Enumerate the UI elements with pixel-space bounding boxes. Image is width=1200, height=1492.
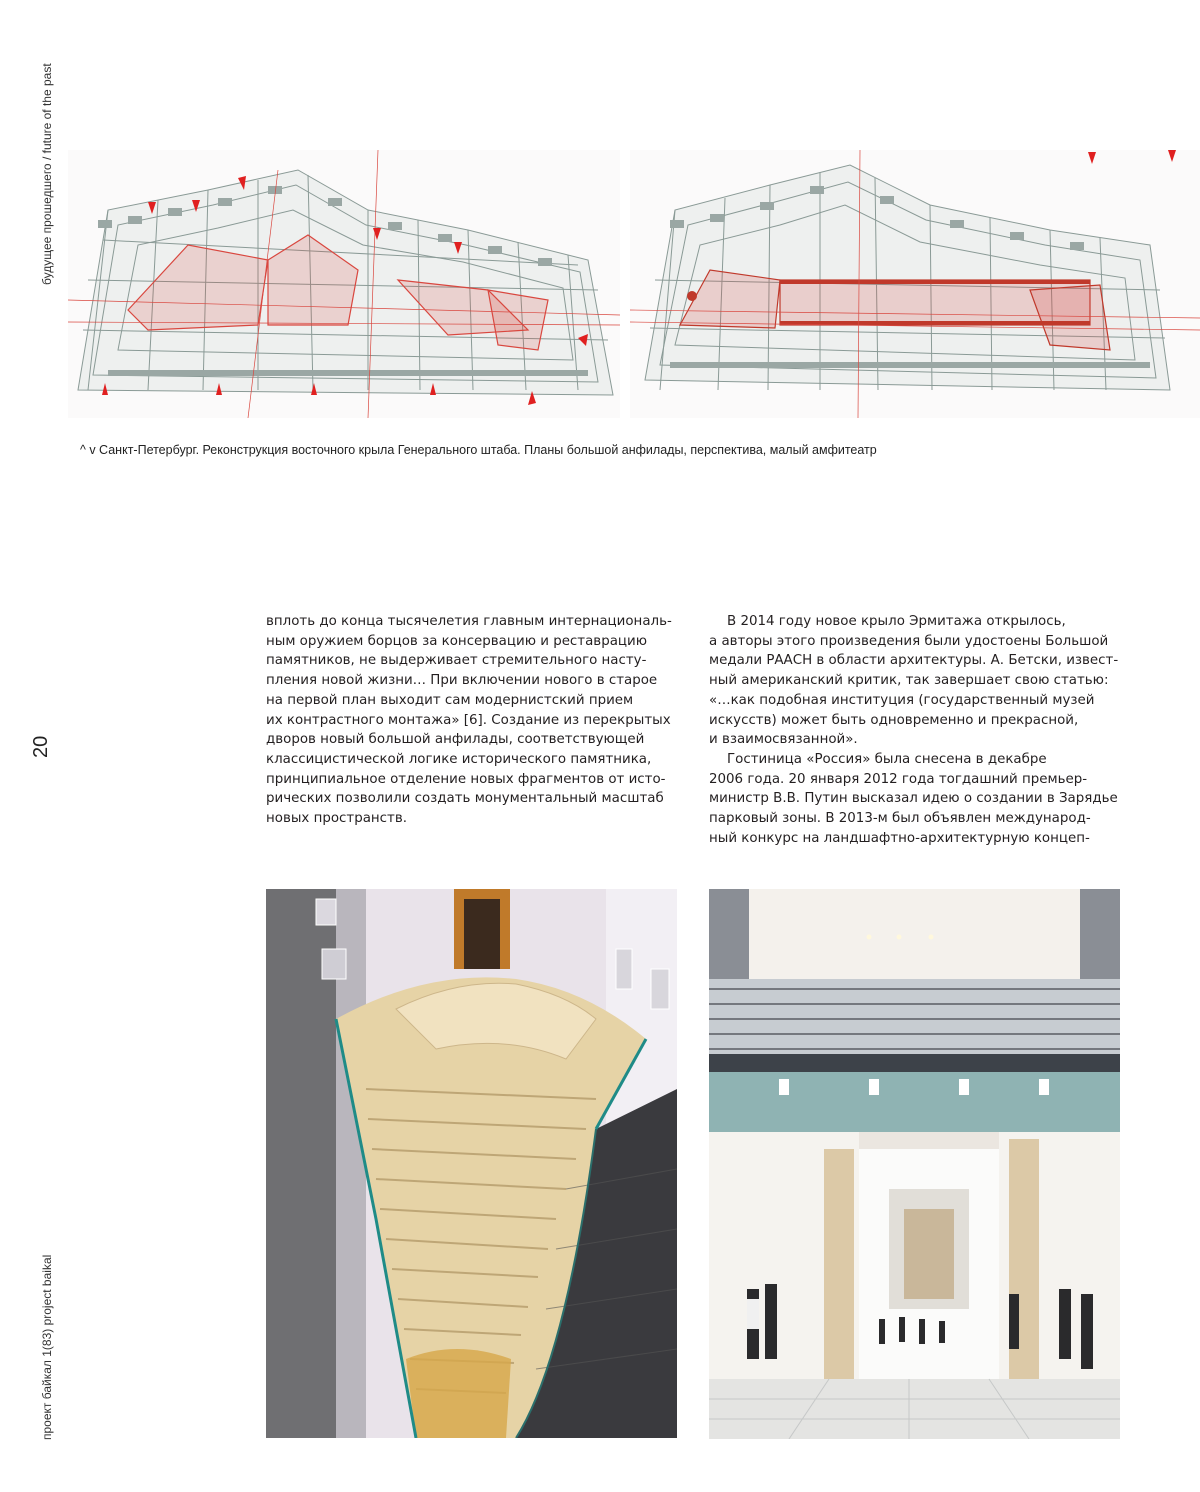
page-number: 20 [30,735,52,758]
text-line: медали РААСН в области архитектуры. А. Бетски, извест- [709,653,1119,669]
text-line: памятников, не выдерживает стремительного насту- [266,653,647,669]
text-line: «…как подобная институция (государственный музей [709,692,1095,708]
text-line: вплоть до конца тысячелетия главным интернациональ- [266,614,672,629]
photo-amphitheatre [266,889,677,1438]
text-line: их контрастного монтажа» [6]. Создание из перекрытых [266,712,671,728]
text-column-right [709,612,1149,848]
floor-plan-left [68,150,620,418]
text-column-left [266,612,706,829]
paragraph-right-1 [709,612,1149,750]
text-line: искусств) может быть одновременно и прекрасной, [709,712,1079,728]
text-line: и взаимосвязанной». [709,732,858,748]
text-line: а авторы этого произведения были удостоены Большой [709,633,1109,649]
text-line: новых пространств. [266,811,407,827]
text-line: на первой план выходит сам модернистский прием [266,692,634,708]
paragraph-left [266,612,706,829]
text-line: ный американский критик, так завершает свою статью: [709,673,1109,689]
photo-atrium-hall [709,889,1120,1439]
text-line: 2006 года. 20 января 2012 года тогдашний премьер- [709,771,1088,787]
paragraph-right-2 [709,750,1149,849]
text-line: дворов новый большой анфилады, соответствующей [266,732,645,748]
text-line: пления новой жизни… При включении нового в старое [266,673,658,689]
text-line: классицистической логике исторического памятника, [266,751,652,767]
floor-plan-right [630,150,1200,418]
text-line: В 2014 году новое крыло Эрмитажа открылось, [727,614,1066,629]
magazine-issue: проект байкал 1(83) project baikal [40,1254,54,1440]
text-line: ный конкурс на ландшафтно-архитектурную концеп- [709,830,1090,846]
figure-caption: ^ v Санкт-Петербург. Реконструкция восточного крыла Генерального штаба. Планы большой анфилады, перспектива, малый амфитеатр [80,443,877,457]
section-title: будущее прошедшего / future of the past [40,63,54,285]
text-line: принципиальное отделение новых фрагментов от исто- [266,771,666,787]
text-line: ным оружием борцов за консервацию и реставрацию [266,633,647,649]
text-line: парковый зоны. В 2013-м был объявлен международ- [709,811,1091,827]
text-line: Гостиница «Россия» была снесена в декабре [727,751,1047,767]
text-line: рических позволили создать монументальный масштаб [266,791,664,807]
text-line: министр В.В. Путин высказал идею о создании в Зарядье [709,791,1118,807]
